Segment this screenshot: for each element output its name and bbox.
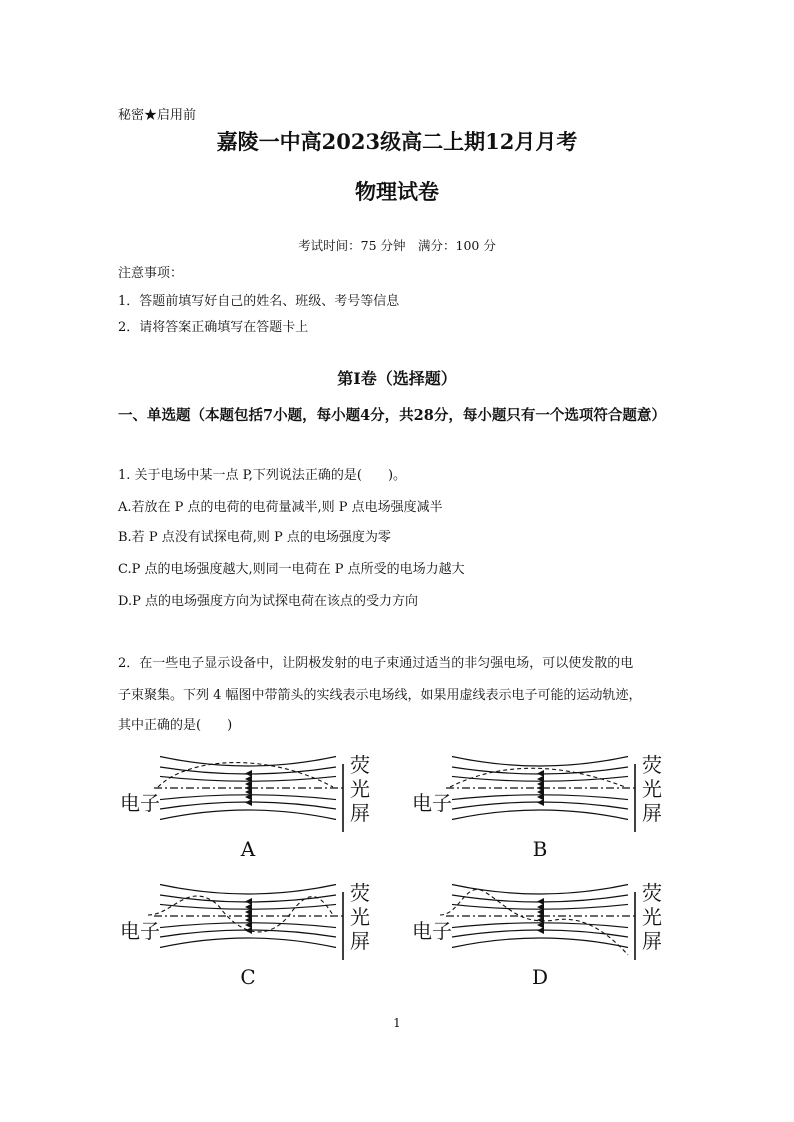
page-number: 1 [393, 1016, 401, 1030]
figure-b [410, 742, 680, 862]
screen-label: 光 [642, 777, 662, 801]
electron-label: 电子 [120, 919, 160, 943]
subject-title: 物理试卷 [355, 179, 439, 204]
screen-label: 荧 [642, 753, 662, 777]
question-1-option-b: B.若 P 点没有试探电荷,则 P 点的电场强度为零 [118, 530, 391, 545]
electron-label: 电子 [412, 791, 452, 815]
field-line [452, 885, 628, 895]
field-arrow [537, 799, 544, 806]
screen-label: 荧 [642, 881, 662, 905]
question-1-option-a: A.若放在 P 点的电荷的电荷量减半,则 P 点电场强度减半 [118, 500, 443, 515]
field-line [160, 810, 336, 820]
field-line [452, 810, 628, 820]
section-subtitle: 一、单选题（本题包括7小题，每小题4分，共28分，每小题只有一个选项符合题意） [118, 407, 666, 424]
field-line [452, 938, 628, 948]
screen-label: 荧 [350, 753, 370, 777]
exam-title: 嘉陵一中高2023级高二上期12月月考 [216, 129, 578, 154]
screen-label: 屏 [642, 801, 662, 825]
figure-label: C [240, 965, 256, 989]
field-arrow [537, 927, 544, 934]
question-1-stem: 1. 关于电场中某一点 P,下列说法正确的是( )。 [118, 468, 407, 483]
notice-heading: 注意事项： [118, 266, 184, 281]
question-2-line: 其中正确的是( ) [118, 718, 233, 733]
screen-label: 光 [350, 905, 370, 929]
figure-label: D [531, 965, 549, 989]
electron-label: 电子 [120, 791, 160, 815]
question-2-line: 2．在一些电子显示设备中，让阴极发射的电子束通过适当的非匀强电场，可以使发散的电 [118, 656, 634, 671]
field-line [160, 757, 336, 767]
confidential-mark: 秘密★启用前 [118, 108, 197, 123]
notice-item: 1．答题前填写好自己的姓名、班级、考号等信息 [118, 294, 400, 309]
figure-label: B [532, 837, 548, 861]
field-line [452, 757, 628, 767]
question-2-line: 子束聚集。下列 4 幅图中带箭头的实线表示电场线，如果用虚线表示电子可能的运动轨迹， [118, 688, 642, 703]
exam-meta: 考试时间：75 分钟 满分：100 分 [298, 238, 496, 253]
electron-label: 电子 [412, 919, 452, 943]
field-line [160, 885, 336, 895]
field-arrow [245, 799, 252, 806]
field-line [160, 938, 336, 948]
question-1-option-c: C.P 点的电场强度越大,则同一电荷在 P 点所受的电场力越大 [118, 562, 465, 577]
screen-label: 屏 [350, 929, 370, 953]
screen-label: 光 [642, 905, 662, 929]
screen-label: 屏 [642, 929, 662, 953]
figure-d [410, 870, 680, 990]
screen-label: 荧 [350, 881, 370, 905]
figure-a [118, 742, 388, 862]
question-1-option-d: D.P 点的电场强度方向为试探电荷在该点的受力方向 [118, 594, 418, 609]
notice-item: 2．请将答案正确填写在答题卡上 [118, 320, 309, 335]
screen-label: 光 [350, 777, 370, 801]
screen-label: 屏 [350, 801, 370, 825]
figure-label: A [240, 837, 256, 861]
figure-c [118, 870, 388, 990]
section-title: 第Ⅰ卷（选择题） [337, 369, 457, 388]
